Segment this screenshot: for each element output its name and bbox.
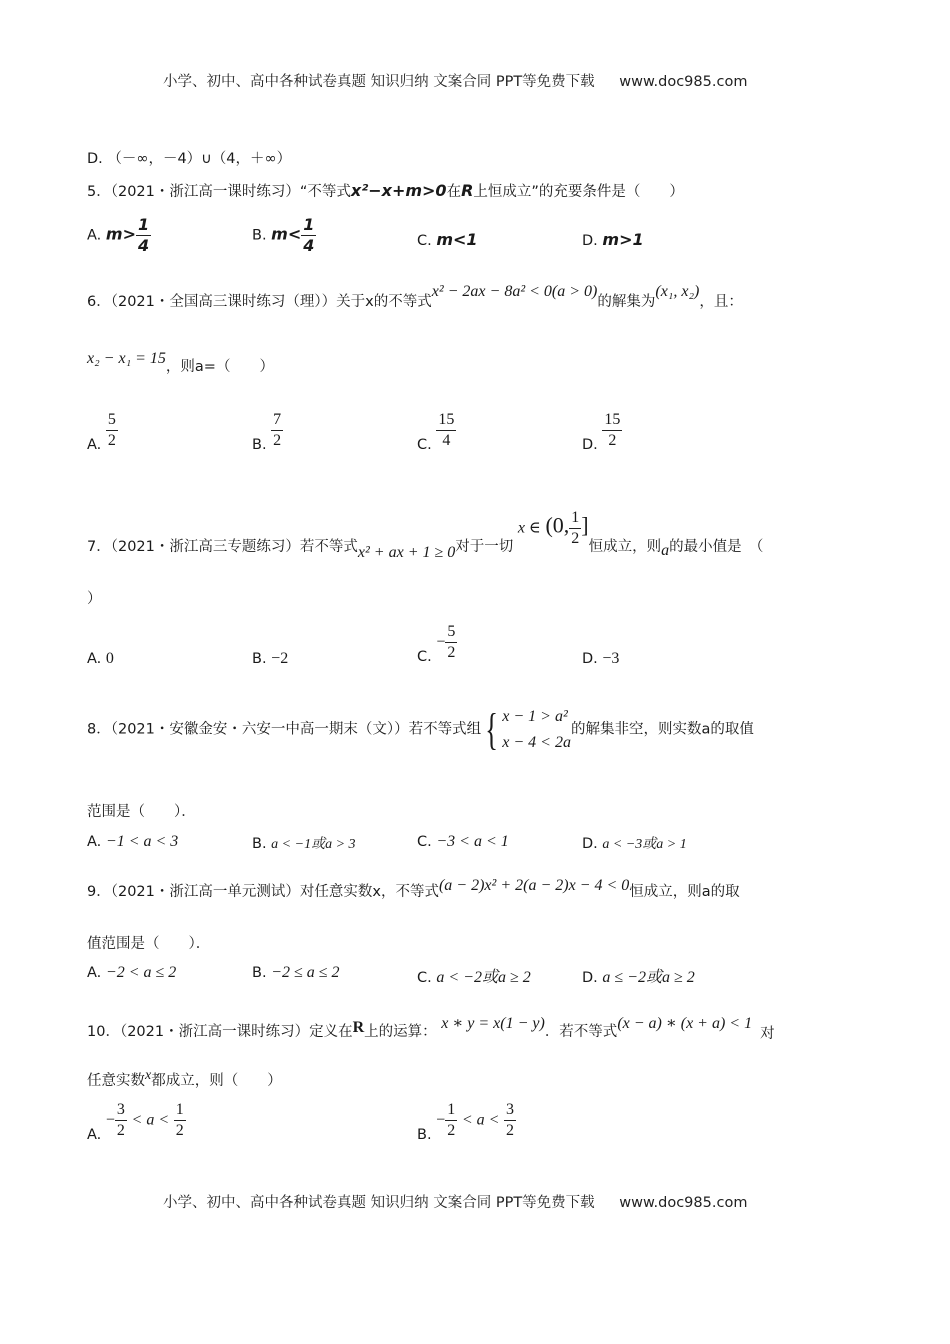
q6-stem <box>87 283 743 311</box>
q10-option-b-label: B. <box>417 1126 432 1143</box>
footer-url[interactable]: www.doc985.com <box>619 1195 748 1211</box>
q7-stem-c: 恒成立，则 <box>588 538 662 555</box>
q10-option-a-left-fraction <box>115 1100 127 1141</box>
q7-stem <box>87 508 764 561</box>
q6-condition-text: ，则a=（ ） <box>165 359 274 375</box>
q10-option-b-right-den: 2 <box>506 1122 515 1139</box>
q6-option-a <box>87 410 118 451</box>
q9-option-b-text: −2 ≤ a ≤ 2 <box>271 964 340 981</box>
q7-stem-line2: ） <box>87 591 102 607</box>
q7-interval-fraction <box>569 508 581 549</box>
page-footer <box>163 1191 747 1212</box>
q10-option-b-right-num: 3 <box>504 1100 516 1121</box>
q8-system-brace: { <box>485 704 499 754</box>
q7-x-in: x ∈ <box>517 519 541 537</box>
q9-option-a-label: A. <box>87 965 102 981</box>
q10-option-a-right-fraction <box>174 1100 186 1141</box>
q6-option-c-den: 4 <box>442 432 451 449</box>
q10-option-a <box>87 1100 186 1141</box>
q10-line2-b: 都成立，则（ ） <box>151 1073 282 1089</box>
q6-option-c-fraction <box>436 410 456 451</box>
q10-option-b-middle: < a < <box>461 1111 500 1129</box>
q8-option-c <box>417 833 509 851</box>
q7-option-a-text: 0 <box>105 650 114 667</box>
q10-stem-a: 10．（2021・浙江高一课时练习）定义在 <box>87 1024 353 1040</box>
page-header <box>163 70 747 91</box>
q6-option-b-num: 7 <box>271 410 283 431</box>
q8-stem-a: 8．（2021・安徽金安・六安一中高一期末（文））若不等式组 <box>87 721 482 738</box>
q6-option-c-num: 15 <box>436 410 456 431</box>
q5-option-c-text: m<1 <box>436 230 478 249</box>
q8-option-b <box>252 833 356 853</box>
q5-option-b-den: 4 <box>303 236 315 255</box>
q8-option-b-text: a < −1或a > 3 <box>271 837 356 852</box>
q7-interval-den: 2 <box>571 530 580 547</box>
q5-stem-b: 上恒成立”的充要条件是（ ） <box>473 184 684 200</box>
q7-stem-d: 的最小值是 （ <box>669 538 764 555</box>
q4-option-d: D. （－∞，－4）∪（4，＋∞） <box>87 151 292 167</box>
q6-option-a-num: 5 <box>106 410 118 431</box>
q7-option-c-sign: − <box>436 633 446 651</box>
q5-option-a-fraction <box>136 215 151 256</box>
q5-stem-mid: 在 <box>446 184 462 200</box>
q7-option-c-label: C. <box>417 648 432 665</box>
q5-real-set: R <box>461 181 474 200</box>
q10-operation-definition: x ∗ y = x(1 − y) <box>441 1015 545 1032</box>
q9-inequality: (a − 2)x² + 2(a − 2)x − 4 < 0 <box>438 877 630 894</box>
q7-option-a-label: A. <box>87 651 102 667</box>
q5-option-d-text: m>1 <box>602 230 644 249</box>
q5-option-d <box>582 230 644 249</box>
q8-stem-b: 的解集非空，则实数a的取值 <box>570 721 754 738</box>
q7-interval-num: 1 <box>569 508 581 529</box>
q9-stem-a: 9．（2021・浙江高一单元测试）对任意实数x，不等式 <box>87 884 439 900</box>
q10-stem-line2 <box>87 1063 282 1089</box>
q7-option-d-label: D. <box>582 651 598 667</box>
q7-option-b-text: −2 <box>271 650 289 667</box>
q6-option-d-fraction <box>602 410 622 451</box>
q8-option-a <box>87 833 178 851</box>
q7-option-b-label: B. <box>252 651 267 667</box>
q7-interval-left: (0, <box>545 512 570 538</box>
q10-variable-x: x <box>145 1068 152 1083</box>
q8-system-row-1: x − 1 > a² <box>502 708 568 725</box>
q5-stem-a: 5．（2021・浙江高一课时练习）“不等式 <box>87 184 351 200</box>
q9-stem <box>87 877 740 901</box>
q10-option-b <box>417 1100 516 1141</box>
q6-option-b-label: B. <box>252 436 267 453</box>
q7-option-c-num: 5 <box>445 622 457 643</box>
q9-option-c-label: C. <box>417 970 432 986</box>
q7-variable-a: a <box>661 541 670 559</box>
header-url[interactable]: www.doc985.com <box>619 74 748 90</box>
q6-option-d-num: 15 <box>602 410 622 431</box>
q6-stem-a: 6．（2021・全国高三课时练习（理））关于x的不等式 <box>87 294 432 310</box>
q10-option-a-left-num: 3 <box>115 1100 127 1121</box>
q5-inequality: x²−x+m>0 <box>350 181 447 200</box>
q9-option-c <box>417 964 531 987</box>
q9-option-a <box>87 964 176 982</box>
q7-option-d-text: −3 <box>602 650 620 667</box>
q9-option-d-text: a ≤ −2或a ≥ 2 <box>602 969 695 986</box>
q5-option-b-label: B. <box>252 227 267 244</box>
q6-condition <box>87 350 274 376</box>
q10-stem <box>87 1012 775 1042</box>
q6-condition-math: x₂ − x₁ = 15 <box>87 350 166 367</box>
q5-option-a-num: 1 <box>137 215 150 234</box>
header-title: 小学、初中、高中各种试卷真题 知识归纳 文案合同 PPT等免费下载 <box>163 74 595 90</box>
q7-inequality: x² + ax + 1 ≥ 0 <box>357 543 456 561</box>
q10-option-b-left-num: 1 <box>445 1100 457 1121</box>
q10-option-a-label: A. <box>87 1126 102 1143</box>
q6-solution-set: (x₁, x₂) <box>655 283 700 300</box>
q10-option-b-left-den: 2 <box>447 1122 456 1139</box>
q7-stem-a: 7．（2021・浙江高三专题练习）若不等式 <box>87 538 358 555</box>
q10-option-b-left-fraction <box>445 1100 457 1141</box>
q10-option-a-sign: − <box>105 1111 115 1129</box>
q6-stem-c: ，且： <box>699 294 743 310</box>
q10-option-b-right-fraction <box>504 1100 516 1141</box>
q8-option-a-text: −1 < a < 3 <box>105 833 179 850</box>
q9-option-b <box>252 964 340 982</box>
q8-stem-line2: 范围是（ ）． <box>87 804 196 820</box>
q8-option-b-label: B. <box>252 836 267 852</box>
q9-option-d-label: D. <box>582 970 598 986</box>
q9-option-b-label: B. <box>252 965 267 981</box>
q10-option-a-left-den: 2 <box>116 1122 125 1139</box>
q8-option-c-text: −3 < a < 1 <box>436 833 509 850</box>
q5-option-c-label: C. <box>417 233 432 249</box>
q6-option-d-label: D. <box>582 436 598 453</box>
footer-title: 小学、初中、高中各种试卷真题 知识归纳 文案合同 PPT等免费下载 <box>163 1195 595 1211</box>
q5-option-b-expr: m< <box>271 224 302 244</box>
q7-option-d <box>582 650 619 668</box>
q7-stem-b: 对于一切 <box>455 538 514 555</box>
q5-option-b-num: 1 <box>303 215 315 234</box>
q5-option-d-label: D. <box>582 233 598 249</box>
q5-stem <box>87 180 684 201</box>
q6-option-a-den: 2 <box>107 432 116 449</box>
q8-option-c-label: C. <box>417 834 432 850</box>
q9-option-d <box>582 964 695 987</box>
q10-option-a-middle: < a < <box>131 1111 170 1129</box>
q9-stem-b: 恒成立，则a的取 <box>629 884 740 900</box>
q9-stem-line2: 值范围是（ ）． <box>87 936 211 952</box>
q7-interval-right: ] <box>581 512 589 538</box>
q6-option-a-fraction <box>106 410 118 451</box>
q6-option-d <box>582 410 622 451</box>
q5-option-c <box>417 230 478 249</box>
q7-option-b <box>252 650 288 668</box>
q10-option-a-right-num: 1 <box>174 1100 186 1121</box>
q8-option-d-label: D. <box>582 836 598 852</box>
q10-option-b-sign: − <box>436 1111 446 1129</box>
q8-option-a-label: A. <box>87 834 102 850</box>
q6-option-b <box>252 410 283 451</box>
q10-line2-a: 任意实数 <box>87 1073 145 1089</box>
q10-inequality: (x − a) ∗ (x + a) < 1 <box>617 1015 753 1032</box>
q10-stem-c: ．若不等式 <box>544 1024 618 1040</box>
q6-inequality: x² − 2ax − 8a² < 0(a > 0) <box>431 283 598 300</box>
q10-stem-b: 上的运算： <box>364 1024 437 1040</box>
q10-real-set: R <box>352 1019 365 1036</box>
q9-option-c-text: a < −2或a ≥ 2 <box>436 969 531 986</box>
q5-option-a-label: A. <box>87 227 102 244</box>
q6-option-a-label: A. <box>87 436 102 453</box>
q5-option-a-expr: m> <box>105 224 136 244</box>
q6-option-b-den: 2 <box>273 432 282 449</box>
q8-option-d <box>582 833 687 853</box>
q7-option-c-fraction <box>445 622 457 663</box>
q5-option-a-den: 4 <box>137 236 150 255</box>
q6-option-c-label: C. <box>417 436 432 453</box>
q9-option-a-text: −2 < a ≤ 2 <box>105 964 177 981</box>
q8-option-d-text: a < −3或a > 1 <box>602 837 687 852</box>
q5-option-b <box>252 215 316 256</box>
q7-option-a <box>87 650 114 668</box>
q6-option-c <box>417 410 456 451</box>
q8-system-row-2: x − 4 < 2a <box>502 733 571 751</box>
q10-option-a-right-den: 2 <box>175 1122 184 1139</box>
q5-option-b-fraction <box>301 215 316 256</box>
q8-stem <box>87 704 754 755</box>
q7-option-c-den: 2 <box>447 644 456 661</box>
q5-option-a <box>87 215 151 256</box>
q6-stem-b: 的解集为 <box>597 294 656 310</box>
q10-stem-d: 对 <box>760 1026 775 1042</box>
q6-option-b-fraction <box>271 410 283 451</box>
q8-system <box>502 704 571 755</box>
q7-option-c <box>417 622 457 663</box>
q6-option-d-den: 2 <box>608 432 617 449</box>
